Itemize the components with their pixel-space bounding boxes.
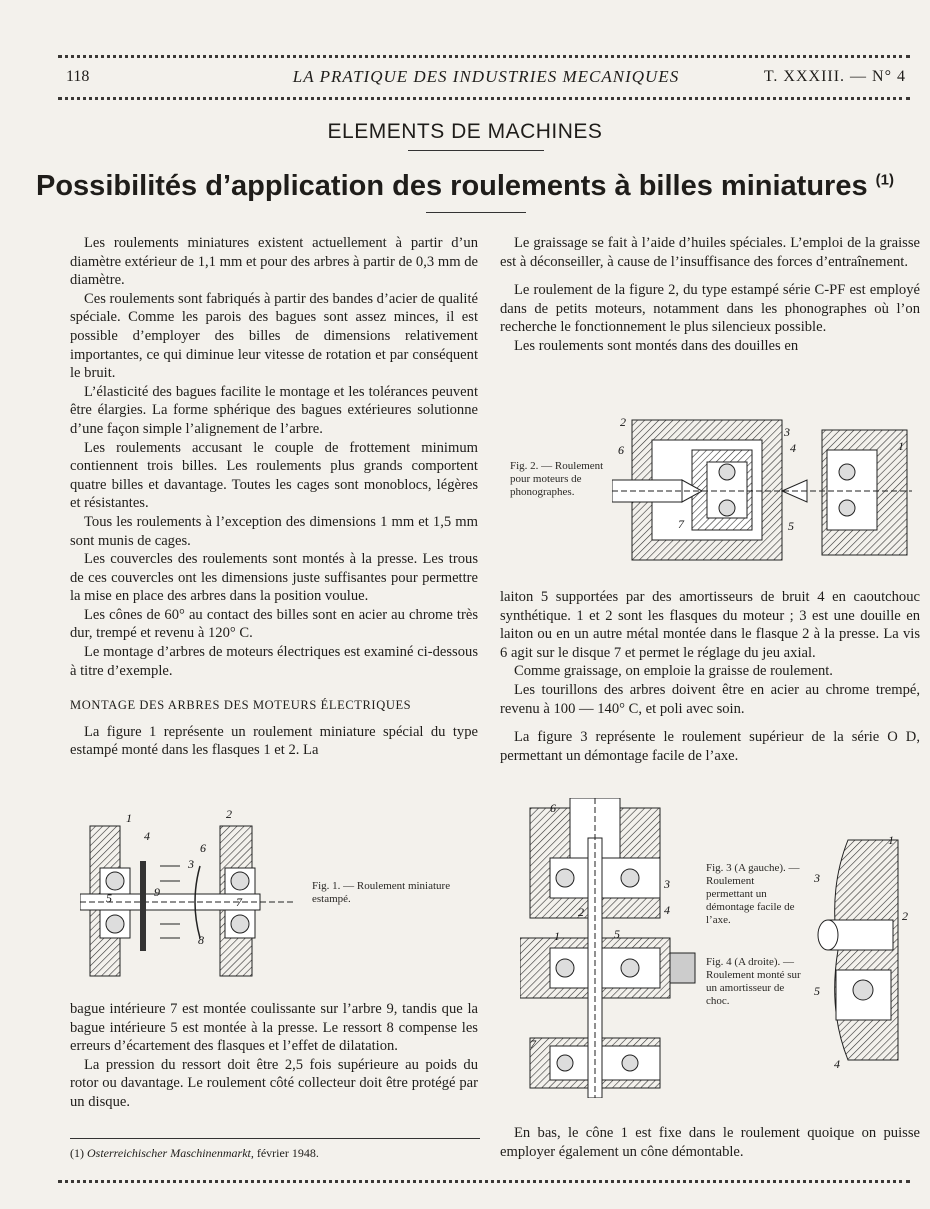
fig1-label: 7	[236, 895, 242, 909]
section-rule	[408, 150, 544, 151]
paragraph: En bas, le cône 1 est fixe dans le roulement quoique on puisse employer également un cône démontable.	[500, 1125, 920, 1160]
fig2-label: 4	[790, 441, 796, 455]
fig1-label: 2	[226, 807, 232, 821]
article-title	[0, 170, 930, 203]
figure-2-caption: Fig. 2. — Roulement pour moteurs de phonographes.	[510, 460, 604, 498]
title-footnote-mark: (1)	[875, 171, 894, 189]
fig4-label: 3	[814, 871, 820, 885]
right-column-bottom	[500, 1124, 920, 1161]
footnote-source: Osterreichischer Maschinenmarkt,	[87, 1146, 254, 1160]
paragraph: Les tourillons des arbres doivent être en acier au chrome trempé, revenu à 100 — 140° C, et poli avec soin.	[500, 681, 920, 717]
paragraph: La figure 3 représente le roulement supérieur de la série O D, permettant un démontage facile de l’axe.	[500, 729, 920, 764]
paragraph: Les cônes de 60° au contact des billes sont en acier au chrome très dur, trempé et revenu à 120° C.	[70, 606, 478, 642]
fig3-label: 3	[664, 877, 670, 891]
fig2-label: 5	[788, 519, 794, 533]
fig1-label: 5	[106, 891, 112, 905]
paragraph: Les roulements accusant le couple de frottement minimum contiennent trois billes. Les roulements plus grands comportent quatre billes et davantage. Toutes les cages sont monoblocs, légères et résistantes.	[70, 439, 478, 512]
subheading: MONTAGE DES ARBRES DES MOTEURS ÉLECTRIQUES	[70, 698, 412, 713]
fig1-label: 3	[188, 857, 194, 871]
paragraph: Les couvercles des roulements sont montés à la presse. Les trous de ces couvercles ont les dimensions juste suffisantes pour permettre la mise en place des arbres dans la position voulue.	[70, 551, 478, 605]
paragraph: Le roulement de la figure 2, du type estampé série C-PF est employé dans de petits moteurs, notamment dans les phonographes où l’on recherche le fonctionnement le plus silencieux possible.	[500, 282, 920, 336]
figure-3-caption: Fig. 3 (A gauche). — Roulement permettant un démontage facile de l’axe.	[706, 862, 800, 926]
fig1-label: 1	[126, 811, 132, 825]
fig3-label: 2	[578, 905, 584, 919]
figure-4-drawing	[808, 830, 912, 1070]
footnote-rule	[70, 1138, 480, 1139]
running-header	[66, 66, 906, 92]
article-title-text: Possibilités d’application des roulements à billes miniatures	[36, 170, 868, 202]
page-number: 118	[66, 68, 90, 85]
section-heading: ELEMENTS DE MACHINES	[327, 120, 603, 143]
fig2-label: 7	[678, 517, 684, 531]
left-column-top	[70, 234, 478, 760]
fig4-label: 4	[834, 1057, 840, 1070]
fig2-label: 1	[898, 439, 904, 453]
paragraph: L’élasticité des bagues facilite le montage et les tolérances peuvent être élargies. La forme sphérique des bagues extérieures solutionne d’une façon simple l’alignement de l’arbre.	[70, 383, 478, 437]
fig3-label: 7	[530, 1037, 536, 1051]
paragraph: Le graissage se fait à l’aide d’huiles spéciales. L’emploi de la graisse est à déconseiller, à cause de l’insuffisance des forces d’entraînement.	[500, 235, 920, 270]
figure-3-drawing	[520, 798, 700, 1098]
fig4-label: 2	[902, 909, 908, 923]
paragraph: laiton 5 supportées par des amortisseurs de bruit 4 en caoutchouc synthétique. 1 et 2 sont les flasques du moteur ; 3 est une douille en laiton ou en un autre métal montée dans le flasque 2 à la presse. La vis 6 agit sur le disque 7 et permet le réglage du jeu axial.	[500, 589, 920, 661]
paragraph: Comme graissage, on emploie la graisse de roulement.	[514, 663, 833, 680]
paragraph: Les roulements miniatures existent actuellement à partir d’un diamètre extérieur de 1,1 mm et pour des arbres à partir de 0,3 mm de diamètre.	[70, 235, 478, 289]
header-dotted-rule	[58, 97, 910, 100]
figure-4-caption: Fig. 4 (A droite). — Roulement monté sur un amortisseur de choc.	[706, 956, 801, 1007]
fig1-label: 6	[200, 841, 206, 855]
left-column-bottom	[70, 1000, 478, 1112]
paragraph: La figure 1 représente un roulement miniature spécial du type estampé monté dans les flasques 1 et 2. La	[70, 723, 478, 759]
paragraph: Ces roulements sont fabriqués à partir des bandes d’acier de qualité spéciale. Comme les parois des bagues sont assez minces, il est possible d’employer des billes de dimensions relativement importantes, ce qui diminue leur vitesse de rotation et par conséquent le bruit.	[70, 290, 478, 382]
fig3-label: 5	[614, 927, 620, 941]
right-column-mid	[500, 588, 920, 765]
footnote	[70, 1146, 480, 1161]
fig2-label: 2	[620, 415, 626, 429]
journal-title: LA PRATIQUE DES INDUSTRIES MECANIQUES	[292, 67, 680, 86]
figure-1-drawing	[80, 806, 300, 986]
fig2-label: 6	[618, 443, 624, 457]
fig3-label: 1	[554, 929, 560, 943]
title-rule	[426, 212, 526, 213]
footnote-mark: (1)	[70, 1146, 84, 1160]
figure-2-drawing	[612, 410, 912, 570]
volume-issue: T. XXXIII. — N° 4	[763, 68, 906, 85]
fig1-label: 8	[198, 933, 204, 947]
fig1-label: 9	[154, 885, 160, 899]
fig1-label: 4	[144, 829, 150, 843]
bottom-dotted-rule	[58, 1180, 910, 1183]
fig2-label: 3	[784, 425, 790, 439]
fig4-label: 5	[814, 984, 820, 998]
figure-1-caption: Fig. 1. — Roulement miniature estampé.	[312, 880, 451, 905]
fig3-label: 6	[550, 801, 556, 815]
right-column-top	[500, 234, 920, 356]
paragraph: Le montage d’arbres de moteurs électriques est examiné ci-dessous à titre d’exemple.	[70, 644, 478, 679]
footnote-date: février 1948.	[256, 1146, 319, 1160]
paragraph: La pression du ressort doit être 2,5 fois supérieure au poids du rotor ou davantage. Le roulement côté collecteur doit être protégé par un disque.	[70, 1056, 478, 1110]
paragraph: Tous les roulements à l’exception des dimensions 1 mm et 1,5 mm sont munis de cages.	[70, 513, 478, 549]
fig4-label: 1	[888, 833, 894, 847]
top-dotted-rule	[58, 55, 910, 58]
paragraph: bague intérieure 7 est montée coulissante sur l’arbre 9, tandis que la bague intérieure 5 est montée à la presse. Le ressort 8 compense les erreurs d’écartement des flasques et l’effet de dilatation.	[70, 1001, 478, 1055]
fig3-label: 4	[664, 903, 670, 917]
paragraph: Les roulements sont montés dans des douilles en	[514, 337, 799, 354]
